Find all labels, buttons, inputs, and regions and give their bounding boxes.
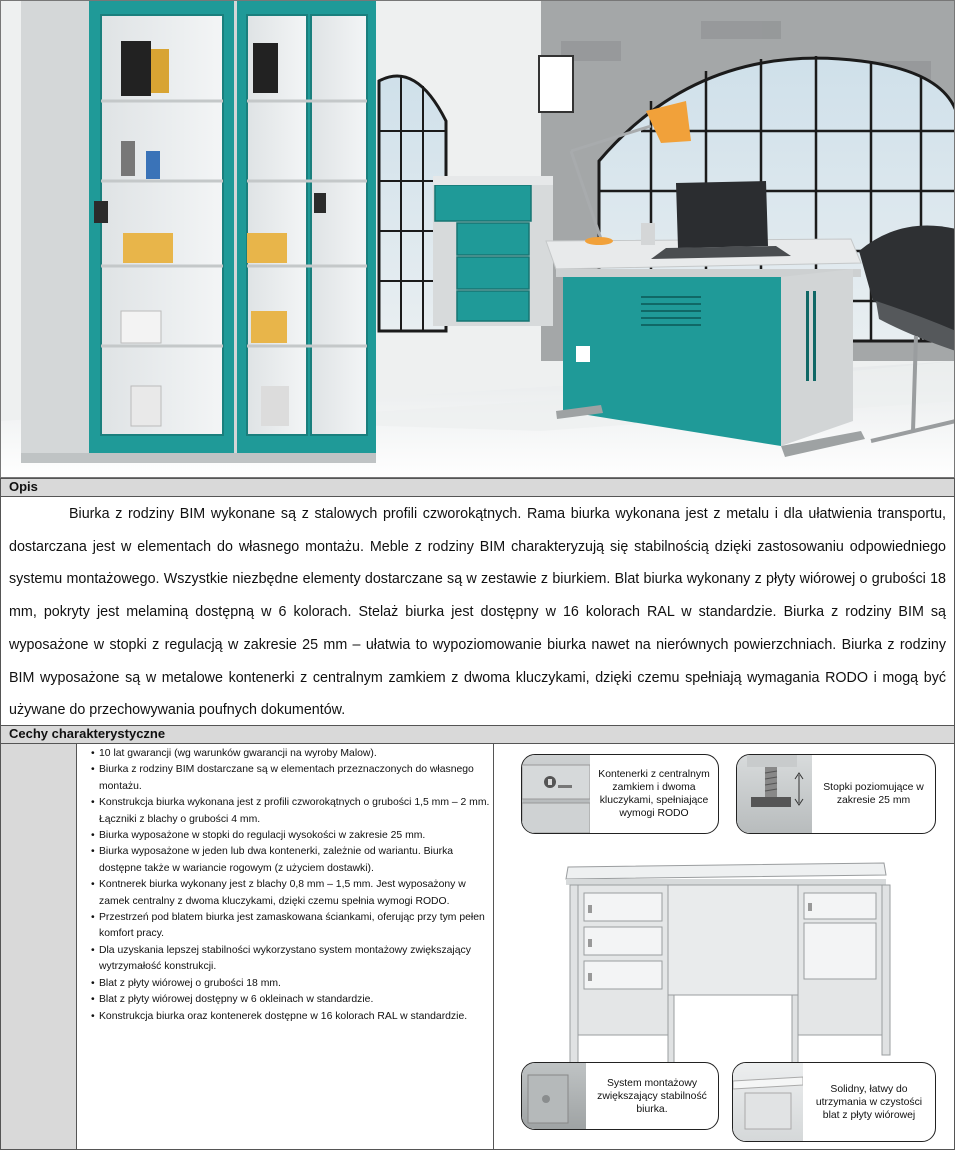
lock-thumbnail [522, 755, 590, 833]
desk-top-icon [733, 1063, 803, 1142]
feature-item: • Kontnerek biurka wykonany jest z blachy 0,8 mm – 1,5 mm. Jest wyposażony w zamek centralny z dwoma kluczykami, dzięki czemu spełnia wymogi RODO. [91, 877, 493, 910]
section-header-cechy: Cechy charakterystyczne [0, 725, 955, 744]
callout-lock-text: Kontenerki z centralnym zamkiem i dwoma kluczykami, spełniające wymogi RODO [598, 769, 710, 819]
feature-item: • Blat z płyty wiórowej dostępny w 6 okleinach w standardzie. [91, 992, 493, 1008]
feature-item: • Konstrukcja biurka wykonana jest z profili czworokątnych o grubości 1,5 mm – 2 mm. Łączniki z blachy o grubości 4 mm. [91, 795, 493, 828]
desk-drawing [556, 859, 896, 1089]
callout-top-text: Solidny, łatwy do utrzymania w czystości blat z płyty wiórowej [815, 1083, 923, 1121]
adjustable-foot-icon [737, 755, 812, 834]
callout-mount [521, 1062, 719, 1130]
description-block [0, 497, 955, 725]
feature-item: • Konstrukcja biurka oraz kontenerek dostępne w 16 kolorach RAL w standardzie. [91, 1009, 493, 1025]
description-text: Biurka z rodziny BIM wykonane są z stalowych profili czworokątnych. Rama biurka wykonana jest z metalu i dla ułatwienia transportu, dostarczana jest w elementach do własnego montażu. Meble z rodziny BIM charakteryzują się stabilnością dzięki zastosowaniu odpowiedniego systemu montażowego. Wszystkie niezbędne elementy dostarczane są w zestawie z biurkiem. Blat biurka wykonany z płyty wiórowej o grubości 18 mm, pokryty jest melaminą dostępną w 6 kolorach. Stelaż biurka jest dostępny w 16 kolorach RAL w standardzie. Biurka z rodziny BIM są wyposażone w stopki z regulacją w zakresie 25 mm – ułatwia to wypoziomowanie biurka nawet na nierównych powierzchniach. Biurka z rodziny BIM wyposażone są w metalowe kontenerki z centralnym zamkiem z dwoma kluczykami, dzięki czemu spełniają wymagania RODO i mogą być używane do przechowywania poufnych dokumentów. [9, 506, 946, 719]
hero-photo [0, 0, 955, 478]
lock-icon [522, 755, 590, 834]
feature-item: • Przestrzeń pod blatem biurka jest zamaskowana ściankami, oferując przy tym pełen komfort pracy. [91, 910, 493, 943]
callout-feet-text: Stopki poziomujące w zakresie 25 mm [823, 782, 924, 806]
desk-illustration [556, 859, 896, 1089]
feature-item: • Biurka wyposażone w stopki do regulacji wysokości w zakresie 25 mm. [91, 828, 493, 844]
feature-item: • 10 lat gwarancji (wg warunków gwarancji na wyroby Malow). [91, 746, 493, 762]
mounting-bracket-icon [522, 1063, 586, 1130]
feet-thumbnail [737, 755, 812, 833]
features-table [0, 744, 955, 1150]
top-thumbnail [733, 1063, 803, 1141]
features-list [77, 744, 493, 1025]
callout-feet [736, 754, 936, 834]
callout-top [732, 1062, 936, 1142]
mount-thumbnail [522, 1063, 586, 1129]
feature-item: • Dla uzyskania lepszej stabilności wykorzystano system montażowy zwiększający wytrzymałość konstrukcji. [91, 943, 493, 976]
features-list-column [77, 744, 494, 1149]
feature-item: • Biurka z rodziny BIM dostarczane są w elementach przeznaczonych do własnego montażu. [91, 762, 493, 795]
feature-item: • Biurka wyposażone w jeden lub dwa kontenerki, zależnie od wariantu. Biurka dostępne także w wariancie rogowym (z użyciem dostawki). [91, 844, 493, 877]
feature-item: • Blat z płyty wiórowej o grubości 18 mm. [91, 976, 493, 992]
section-header-opis: Opis [0, 478, 955, 497]
features-illustration-column [494, 744, 954, 1149]
features-label-column [1, 744, 77, 1149]
office-scene-illustration [1, 1, 955, 478]
callout-mount-text: System montażowy zwiększający stabilność biurka. [597, 1077, 707, 1115]
callout-lock [521, 754, 719, 834]
